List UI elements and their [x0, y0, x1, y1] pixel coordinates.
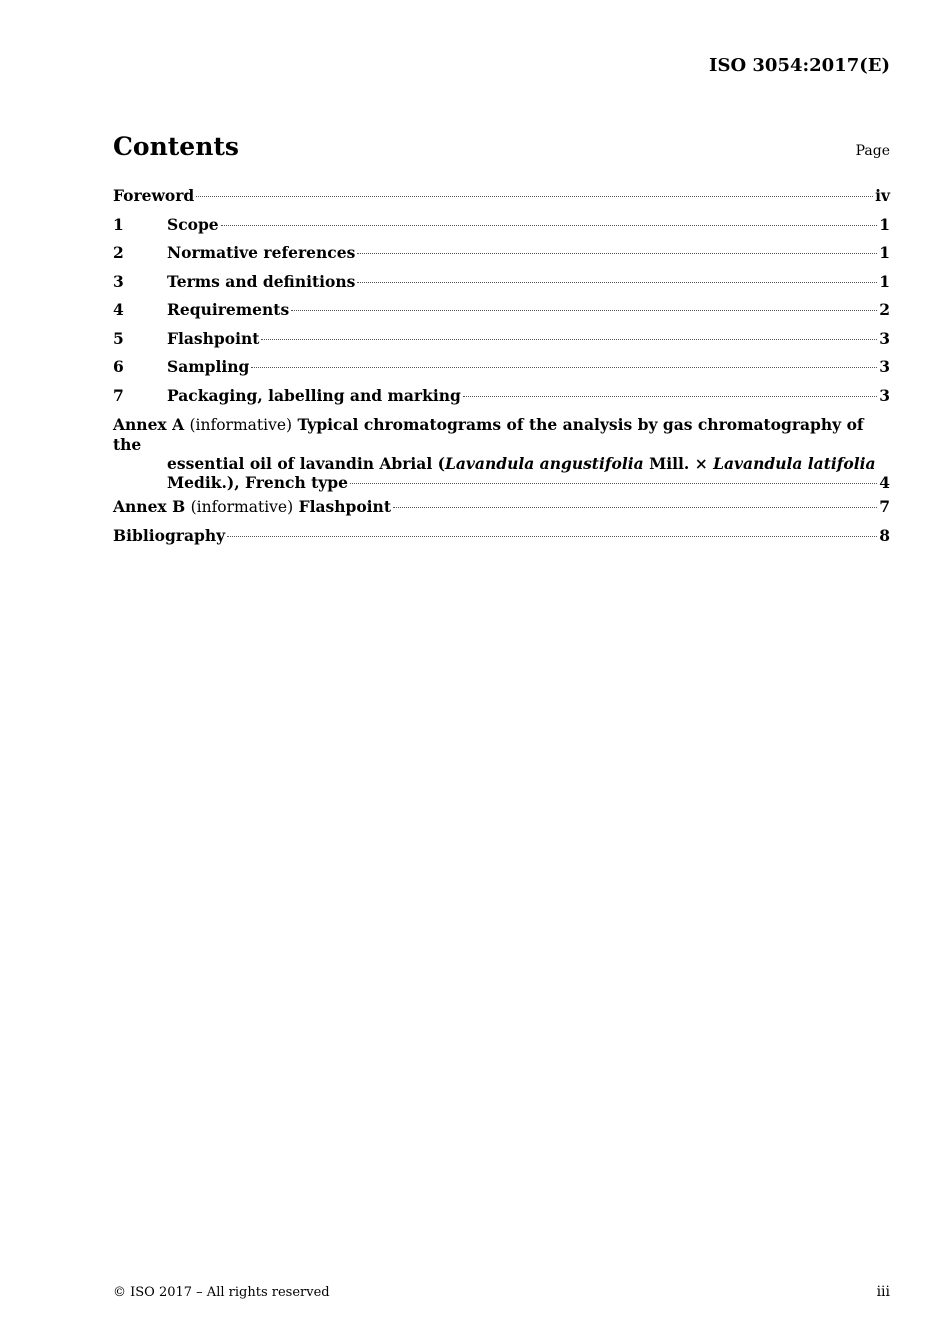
toc-entry-bibliography[interactable] — [113, 526, 890, 555]
toc-entry-number: 4 — [113, 300, 124, 319]
toc-entry-number: 1 — [113, 214, 124, 234]
toc-entry-page: 1 — [879, 243, 890, 262]
annex-type: (informative) — [190, 498, 294, 516]
toc-entry-page: 2 — [879, 300, 890, 319]
toc-entry-title: Scope — [167, 214, 219, 234]
document-id: ISO 3054:2017(E) — [709, 55, 890, 76]
toc-entry-page: 1 — [879, 271, 890, 291]
toc-entry-page: 3 — [879, 385, 890, 405]
toc-entry-clause-6[interactable] — [113, 357, 890, 386]
dot-leader — [227, 536, 877, 537]
toc-entry-title: Foreword — [113, 186, 195, 205]
toc-entry-title: Requirements — [167, 300, 290, 319]
annex-title-species-1: Lavandula angustifolia — [444, 454, 644, 473]
dot-leader — [251, 367, 877, 368]
toc-entry-number: 7 — [113, 385, 124, 405]
toc-entry-title — [113, 497, 391, 516]
toc-entry-title: Bibliography — [113, 525, 226, 545]
toc-entry-annex-b[interactable] — [113, 497, 890, 526]
contents-header — [113, 132, 890, 161]
toc-entry-clause-1[interactable] — [113, 215, 890, 244]
toc-entry-page: iv — [875, 186, 890, 205]
annex-a-line-1 — [113, 415, 890, 454]
dot-leader — [357, 253, 877, 254]
toc-entry-title: Normative references — [167, 243, 356, 262]
toc-entry-annex-a[interactable] — [113, 414, 890, 492]
annex-title-line-1: Typical chromatograms of the analysis by gas chromatography of the — [113, 415, 864, 454]
toc-entry-page: 3 — [879, 357, 890, 376]
dot-leader — [196, 196, 873, 197]
footer-copyright: © ISO 2017 – All rights reserved — [113, 1285, 330, 1300]
toc-entry-page: 4 — [879, 473, 890, 492]
toc-entry-title: Sampling — [167, 357, 250, 376]
toc-entry-clause-2[interactable] — [113, 243, 890, 272]
toc-entry-page: 1 — [879, 214, 890, 234]
toc-entry-clause-4[interactable] — [113, 300, 890, 329]
annex-a-line-3 — [113, 473, 890, 492]
annex-title-species-2: Lavandula latifolia — [713, 454, 876, 473]
page-column-label: Page — [855, 143, 890, 159]
annex-label: Annex A — [113, 415, 185, 434]
table-of-contents — [113, 186, 890, 554]
dot-leader — [261, 339, 877, 340]
dot-leader — [357, 282, 877, 283]
toc-entry-clause-5[interactable] — [113, 329, 890, 358]
toc-entry-title: Terms and definitions — [167, 271, 356, 291]
annex-title-line-3: Medik.), French type — [167, 473, 349, 492]
dot-leader — [393, 507, 877, 508]
annex-type: (informative) — [189, 416, 293, 434]
dot-leader — [221, 225, 878, 226]
toc-entry-title: Flashpoint — [167, 328, 260, 348]
toc-entry-clause-3[interactable] — [113, 272, 890, 301]
toc-entry-number: 5 — [113, 328, 124, 348]
toc-entry-number: 6 — [113, 357, 124, 376]
footer-page-number: iii — [876, 1284, 890, 1300]
toc-entry-title: Packaging, labelling and marking — [167, 385, 461, 405]
toc-entry-page: 8 — [879, 525, 890, 545]
annex-title: Flashpoint — [298, 497, 391, 516]
toc-entry-clause-7[interactable] — [113, 386, 890, 415]
toc-entry-foreword[interactable] — [113, 186, 890, 215]
dot-leader — [291, 310, 877, 311]
annex-a-line-2 — [113, 454, 890, 473]
toc-entry-page: 3 — [879, 328, 890, 348]
toc-entry-page: 7 — [879, 497, 890, 516]
toc-entry-number: 2 — [113, 243, 124, 262]
annex-label: Annex B — [113, 497, 186, 516]
annex-title-line-2-pre: essential oil of lavandin Abrial ( — [167, 454, 445, 473]
annex-title-line-2-mid: Mill. × — [643, 454, 714, 473]
contents-title: Contents — [113, 132, 240, 161]
dot-leader — [350, 483, 877, 484]
toc-entry-number: 3 — [113, 271, 124, 291]
dot-leader — [463, 396, 877, 397]
